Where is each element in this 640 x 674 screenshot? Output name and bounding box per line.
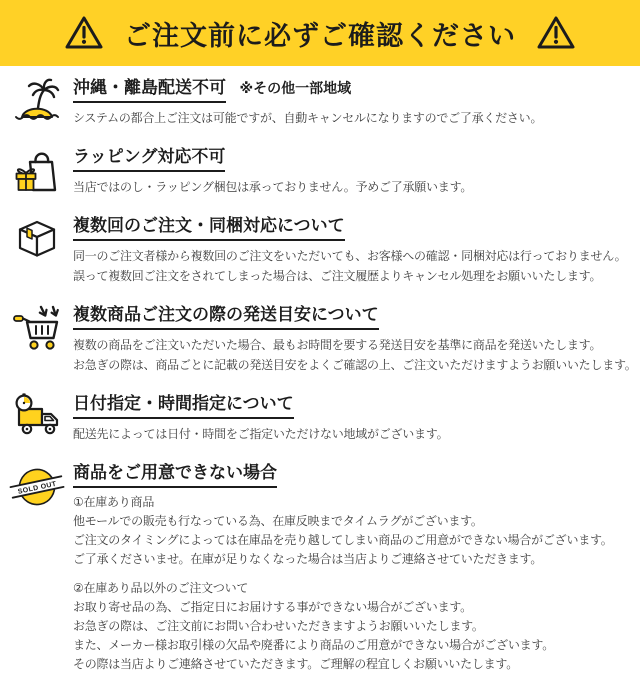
body-line: 誤って複数回ご注文をされてしまった場合は、ご注文履歴よりキャンセル処理をお願いいたします。 — [73, 269, 602, 283]
body-line: ご了承くださいませ。在庫が足りなくなった場合は当店よりご連絡させていただきます。 — [73, 552, 543, 566]
section-heading: 複数商品ご注文の際の発送目安について — [73, 303, 379, 330]
palm-island-icon — [12, 77, 62, 127]
body-line: ①在庫あり商品 — [73, 495, 155, 509]
body-line: 当店ではのし・ラッピング梱包は承っておりません。予めご了承願います。 — [73, 180, 473, 194]
shopping-cart-icon — [12, 304, 62, 354]
section-heading: 沖縄・離島配送不可 — [73, 76, 226, 103]
delivery-truck-icon — [12, 393, 62, 443]
body-line: システムの都合上ご注文は可能ですが、自動キャンセルになりますのでご了承ください。 — [73, 111, 543, 125]
body-line: 他モールでの販売も行なっている為、在庫反映までタイムラグがございます。 — [73, 514, 483, 528]
sold-out-label: SOLD OUT — [17, 480, 58, 496]
section-note: ※その他一部地域 — [239, 80, 352, 96]
warning-triangle-icon — [536, 14, 576, 52]
body-line: その際は当店よりご連絡させていただきます。ご理解の程宜しくお願いいたします。 — [73, 657, 518, 671]
body-line: 同一のご注文者様から複数回のご注文をいただいても、お客様への確認・同梱対応は行っておりません。 — [73, 249, 627, 263]
section-heading: 商品をご用意できない場合 — [73, 461, 277, 488]
package-box-icon — [12, 215, 62, 265]
banner-title: ご注文前に必ずご確認ください — [124, 20, 516, 51]
section-no-wrapping — [12, 145, 630, 197]
section-multiple-orders — [12, 214, 630, 286]
body-line: また、メーカー様お取引様の欠品や廃番により商品のご用意ができない場合がございます。 — [73, 638, 554, 652]
body-line: お急ぎの際は、商品ごとに記載の発送目安をよくご確認の上、ご注文いただけますようお願いいたします。 — [73, 358, 637, 372]
section-heading: 日付指定・時間指定について — [73, 392, 294, 419]
body-line: お取り寄せ品の為、ご指定日にお届けする事ができない場合がございます。 — [73, 600, 472, 614]
body-line: 配送先によっては日付・時間をご指定いただけない地域がございます。 — [73, 427, 449, 441]
gift-bag-icon — [12, 146, 62, 196]
section-out-of-stock — [12, 461, 630, 674]
body-line: 複数の商品をご注文いただいた場合、最もお時間を要する発送目安を基準に商品を発送いたします。 — [73, 338, 602, 352]
body-line: お急ぎの際は、ご注文前にお問い合わせいただきますようお願いいたします。 — [73, 619, 484, 633]
body-line: ご注文のタイミングによっては在庫品を売り越してしまい商品のご用意ができない場合がございます。 — [73, 533, 613, 547]
notice-sections — [0, 66, 640, 674]
confirmation-banner — [0, 0, 640, 66]
warning-triangle-icon — [64, 14, 104, 52]
section-heading: 複数回のご注文・同梱対応について — [73, 214, 345, 241]
section-date-time — [12, 392, 630, 444]
sold-out-stamp-icon — [12, 462, 62, 512]
section-multi-item-shipping — [12, 303, 637, 375]
body-line: ②在庫あり品以外のご注文ついて — [73, 581, 249, 595]
section-heading: ラッピング対応不可 — [73, 145, 225, 172]
section-okinawa-shipping — [12, 76, 630, 128]
body-line-spacer — [73, 569, 630, 579]
